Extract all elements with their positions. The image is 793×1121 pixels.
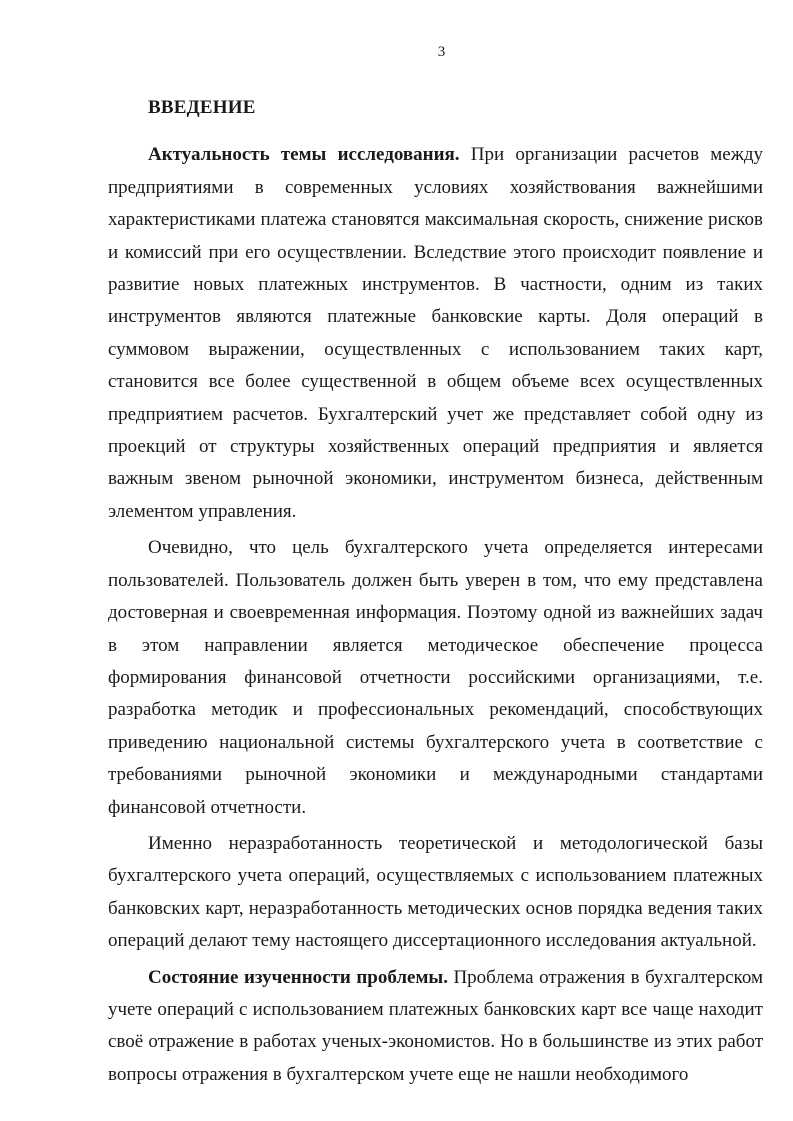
page-number: 3	[437, 44, 446, 60]
paragraph-lead: Актуальность темы исследования.	[148, 144, 460, 166]
paragraph-text: Проблема отражения в бухгалтерском учете операций с использованием платежных банковских карт все чаще находит своё отражение в работах ученых-экономистов. Но в большинстве из этих работ вопросы отражения в бухгалтерском учете еще не нашли необходимого	[108, 966, 763, 1085]
paragraph-text: При организации расчетов между предприятиями в современных условиях хозяйствования важнейшими характеристиками платежа становятся максимальная скорость, снижение рисков и комиссий при его осуществлении. Вследствие этого происходит появление и развитие новых платежных инструментов. В частности, одним из таких инструментов являются платежные банковские карты. Доля операций в суммовом выражении, осуществленных с использованием таких карт, становится все более существенной в общем объеме всех осуществленных предприятием расчетов. Бухгалтерский учет же представляет собой одну из проекций от структуры хозяйственных операций предприятия и является важным звеном рыночной экономики, инструментом бизнеса, действенным элементом управления.	[108, 144, 763, 522]
section-heading: ВВЕДЕНИЕ	[148, 97, 256, 118]
paragraph-text: Именно неразработанность теоретической и методологической базы бухгалтерского учета операций, осуществляемых с использованием платежных банковских карт, неразработанность методических основ порядка ведения таких операций делают тему настоящего диссертационного исследования актуальной.	[108, 832, 763, 952]
paragraph-state-of-study	[108, 962, 763, 1092]
paragraph-lead: Состояние изученности проблемы.	[148, 966, 448, 988]
paragraph-relevance	[108, 139, 763, 528]
paragraph-text: Очевидно, что цель бухгалтерского учета определяется интересами пользователей. Пользователь должен быть уверен в том, что ему представлена достоверная и своевременная информация. Поэтому одной из важнейших задач в этом направлении является методическое обеспечение процесса формирования финансовой отчетности российскими организациями, т.е. разработка методик и профессиональных рекомендаций, способствующих приведению национальной системы бухгалтерского учета в соответствие с требованиями рыночной экономики и международными стандартами финансовой отчетности.	[108, 537, 763, 818]
paragraph-topic	[108, 828, 763, 958]
paragraph-purpose	[108, 532, 763, 824]
document-body	[108, 92, 763, 1091]
